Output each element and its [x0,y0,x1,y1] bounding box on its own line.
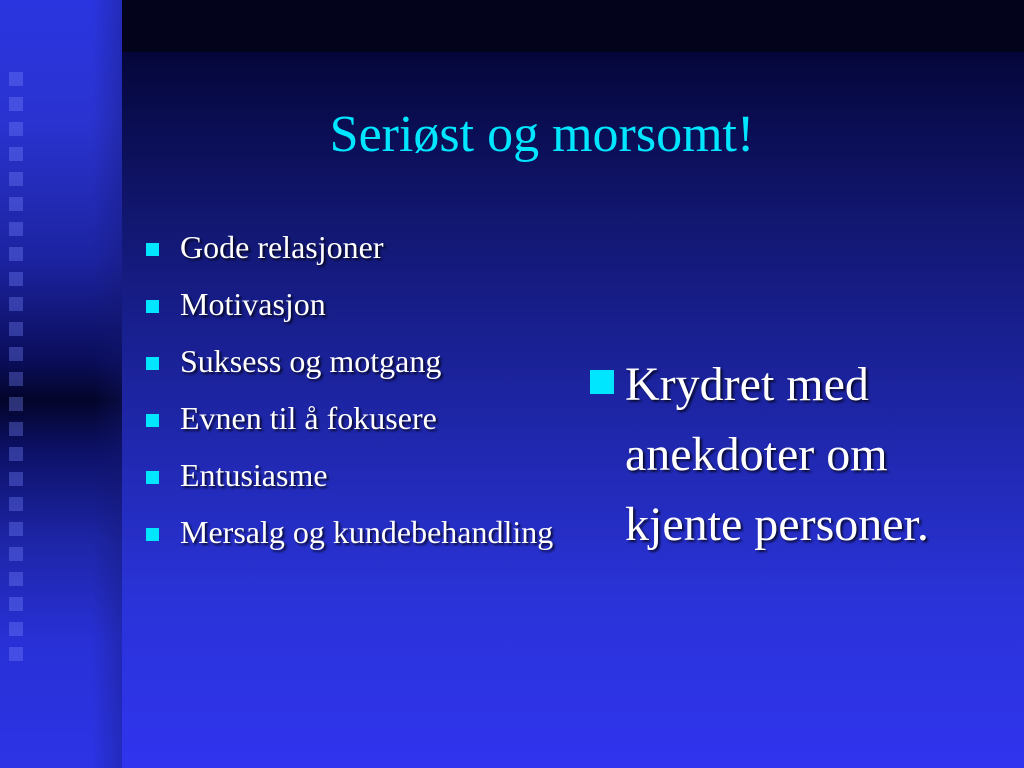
bullet-item [588,350,1008,560]
square-bullet-icon [146,243,159,256]
bullet-item [140,513,560,551]
bullet-text: Krydret med anekdoter om kjente personer. [625,358,929,551]
bullet-item [140,456,560,494]
decorative-square [9,422,23,436]
decorative-square [9,247,23,261]
decorative-square [9,122,23,136]
decorative-square [9,597,23,611]
square-bullet-icon [146,300,159,313]
decorative-square [9,647,23,661]
bullet-text: Motivasjon [180,286,326,322]
decorative-square [9,372,23,386]
decorative-square [9,547,23,561]
decorative-square [9,147,23,161]
bullet-item [140,399,560,437]
left-panel-fade [92,0,122,768]
bullet-text: Gode relasjoner [180,229,384,265]
bullet-item [140,342,560,380]
square-bullet-icon [590,370,614,394]
left-bullet-list [140,228,560,570]
decorative-square [9,272,23,286]
bullet-item [140,285,560,323]
bullet-text: Suksess og motgang [180,343,442,379]
decorative-square [9,522,23,536]
square-bullet-icon [146,471,159,484]
top-band [122,0,1024,52]
decorative-square [9,297,23,311]
decorative-square [9,347,23,361]
decorative-square [9,222,23,236]
decorative-square [9,572,23,586]
bullet-text: Entusiasme [180,457,328,493]
bullet-item [140,228,560,266]
decorative-square [9,397,23,411]
decorative-square [9,97,23,111]
decorative-square [9,172,23,186]
bullet-text: Mersalg og kundebehandling [180,514,554,550]
square-bullet-icon [146,528,159,541]
bullet-text: Evnen til å fokusere [180,400,437,436]
decorative-square [9,197,23,211]
decorative-square [9,322,23,336]
right-bullet-list [588,350,1008,560]
square-bullet-icon [146,414,159,427]
decorative-square [9,447,23,461]
decorative-square [9,72,23,86]
square-bullet-icon [146,357,159,370]
decorative-square [9,497,23,511]
decorative-square [9,622,23,636]
decorative-square [9,472,23,486]
slide-title: Seriøst og morsomt! [329,106,755,163]
